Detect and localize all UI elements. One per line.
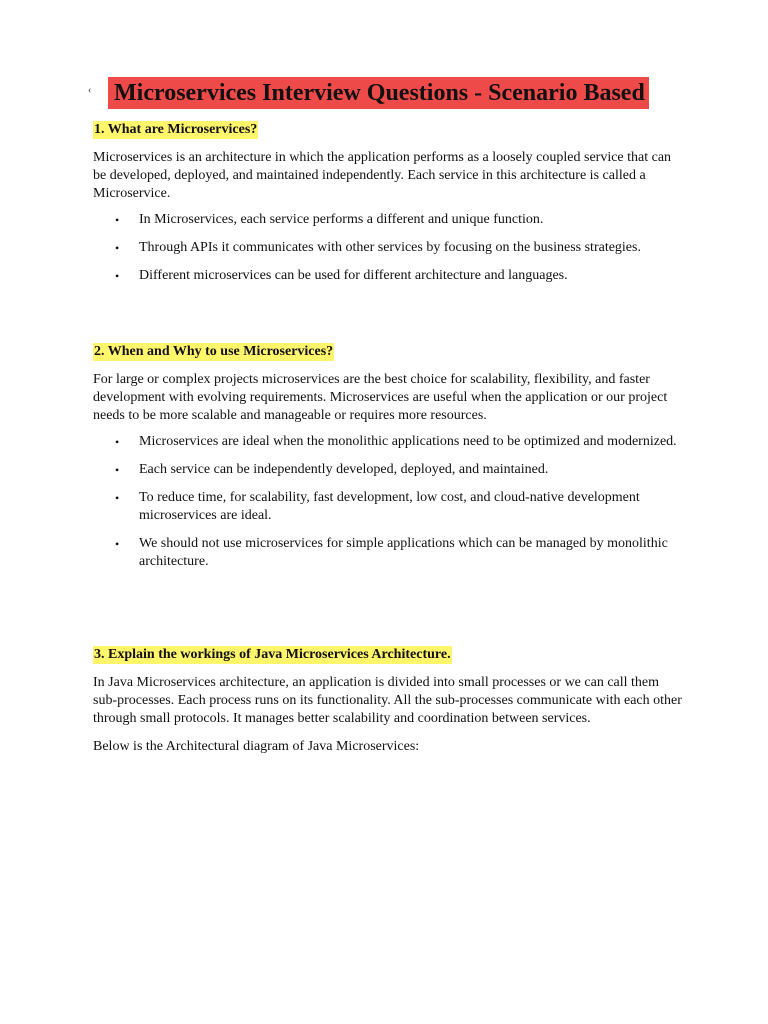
list-item-text: We should not use microservices for simple applications which can be managed by monolithic architecture. [139,536,668,569]
bullet-icon: • [115,537,120,551]
list-item [93,239,683,257]
title-row [88,77,649,109]
bullet-icon: • [115,435,120,449]
section-paragraph-diagram-intro: Below is the Architectural diagram of Java Microservices: [93,739,420,754]
section-heading: 3. Explain the workings of Java Microservices Architecture. [94,647,451,662]
list-item [93,461,683,479]
section-paragraph: For large or complex projects microservices are the best choice for scalability, flexibility, and faster development with evolving requirements. Microservices are useful when the application or our project needs to be more scalable and manageable or requires more resources. [93,372,668,423]
section-paragraph: In Java Microservices architecture, an application is divided into small processes or we can call them sub-processes. Each process runs on its functionality. All the sub-processes communicate with each other through small protocols. It manages better scalability and coordination between services. [93,675,682,726]
section-when-why-microservices [93,342,683,581]
list-item-text: Each service can be independently developed, deployed, and maintained. [139,462,549,477]
list-item-text: To reduce time, for scalability, fast development, low cost, and cloud-native development microservices are ideal. [139,490,640,523]
list-item [93,211,683,229]
bullet-icon: • [115,463,120,477]
bullet-list [93,211,683,285]
title-marker-icon: ‹ [88,85,92,96]
page-title: Microservices Interview Questions - Scenario Based [108,77,649,109]
bullet-icon: • [115,269,120,283]
section-heading: 2. When and Why to use Microservices? [94,344,334,359]
section-paragraph: Microservices is an architecture in which the application performs as a loosely coupled service that can be developed, deployed, and maintained independently. Each service in this architecture is called a Microservice. [93,150,672,201]
list-item [93,535,683,571]
list-item [93,489,683,525]
list-item [93,433,683,451]
list-item-text: In Microservices, each service performs a different and unique function. [139,212,544,227]
bullet-icon: • [115,241,120,255]
bullet-icon: • [115,491,120,505]
section-heading: 1. What are Microservices? [94,122,258,137]
list-item-text: Through APIs it communicates with other services by focusing on the business strategies. [139,240,641,255]
section-what-are-microservices [93,120,683,295]
section-java-microservices-architecture [93,645,683,756]
list-item-text: Microservices are ideal when the monolithic applications need to be optimized and modernized. [139,434,677,449]
bullet-list [93,433,683,571]
list-item-text: Different microservices can be used for different architecture and languages. [139,268,568,283]
bullet-icon: • [115,213,120,227]
list-item [93,267,683,285]
